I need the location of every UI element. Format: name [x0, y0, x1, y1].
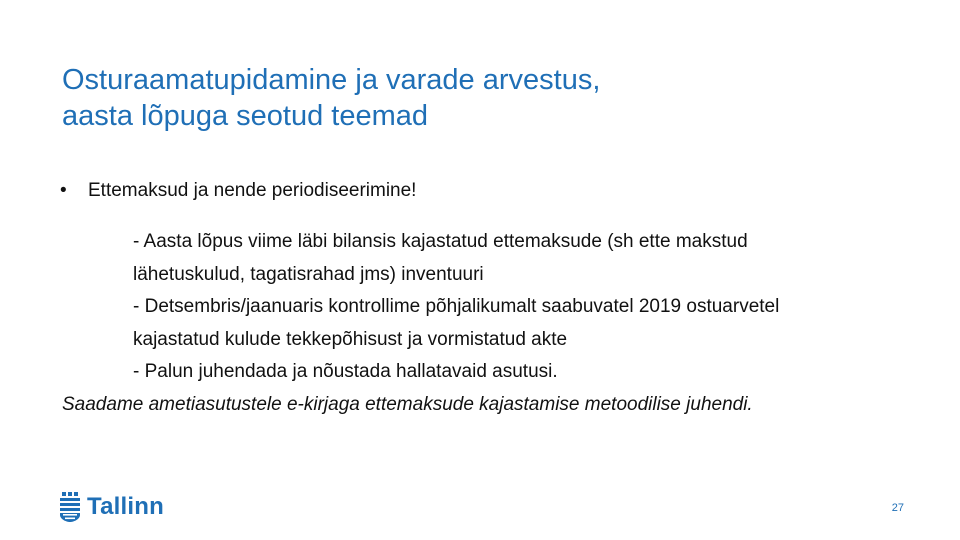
sub-bullet-line: lähetuskulud, tagatisrahad jms) inventuuri [133, 263, 484, 285]
logo-wordmark: Tallinn [87, 493, 164, 520]
sub-bullet-line: - Aasta lõpus viime läbi bilansis kajastatud ettemaksude (sh ette makstud [133, 231, 748, 252]
slide-title-line: aasta lõpuga seotud teemad [62, 100, 428, 132]
sub-bullet-line: - Palun juhendada ja nõustada hallatavaid asutusi. [133, 361, 558, 382]
tallinn-coat-of-arms-icon [60, 492, 80, 522]
tallinn-logo [60, 492, 164, 522]
sub-bullet-line: - Detsembris/jaanuaris kontrollime põhjalikumalt saabuvatel 2019 ostuarvetel [133, 296, 780, 317]
sub-bullet-block [133, 226, 779, 389]
slide-title [62, 62, 600, 134]
slide-title-line: Osturaamatupidamine ja varade arvestus, [62, 64, 601, 96]
sub-bullet-line: kajastatud kulude tekkepõhisust ja vormistatud akte [133, 328, 568, 350]
bullet-marker: • [60, 180, 67, 201]
bullet-text: Ettemaksud ja nende periodiseerimine! [88, 180, 417, 201]
bullet-item [60, 178, 416, 204]
page-number: 27 [891, 502, 904, 514]
closing-note: Saadame ametiasutustele e-kirjaga ettemaksude kajastamise metoodilise juhendi. [62, 394, 753, 415]
